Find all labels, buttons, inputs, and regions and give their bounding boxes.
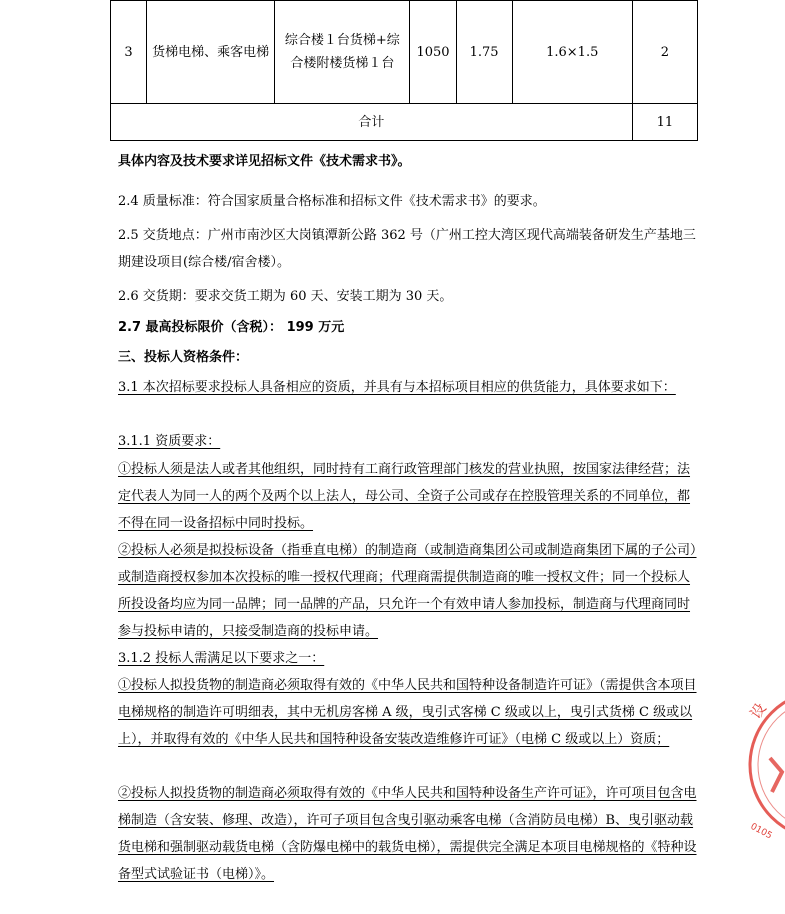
cell-load: 1050 xyxy=(410,1,456,104)
para-requirement-1: ①投标人须是法人或者其他组织，同时持有工商行政管理部门核发的营业执照，按国家法律经营；法定代表人为同一人的两个及两个以上法人，母公司、全资子公司或存在控股管理关系的不同单位，都不得在同一设备招标中同时投标。 xyxy=(118,462,691,531)
para-3-1: 3.1 本次招标要求投标人具备相应的资质，并具有与本招标项目相应的供货能力，具体要求如下： xyxy=(118,380,676,395)
cell-qty: 2 xyxy=(632,1,697,104)
para-requirement-2: ②投标人必须是拟投标设备（指垂直电梯）的制造商（或制造商集团公司或制造商集团下属的子公司）或制造商授权参加本次投标的唯一授权代理商；代理商需提供制造商的唯一授权文件；同一个投标人所投设备均应为同一品牌；同一品牌的产品，只允许一个有效申请人参加投标，制造商与代理商同时参与投标申请的，只接受制造商的投标申请。 xyxy=(118,543,697,639)
para-quality-standard: 2.4 质量标准：符合国家质量合格标准和招标文件《技术需求书》的要求。 xyxy=(118,194,546,209)
total-value: 11 xyxy=(632,104,697,141)
seal-stamp xyxy=(742,680,785,850)
para-option-1: ①投标人拟投货物的制造商必须取得有效的《中华人民共和国特种设备制造许可证》（需提供含本项目电梯规格的制造许可明细表，其中无机房客梯 A 级，曳引式客梯 C 级或以上，曳引式货梯 C 级或以上），并取得有效的《中华人民共和国特种设备安装改造维修许可证》（电梯 C 级或以上）资质； xyxy=(118,678,697,747)
total-label: 合计 xyxy=(111,104,633,141)
seal-digits: 0105 xyxy=(748,821,774,842)
cell-location: 综合楼１台货梯+综合楼附楼货梯１台 xyxy=(275,1,410,104)
cell-size: 1.6×1.5 xyxy=(512,1,632,104)
section-heading-qualifications: 三、投标人资格条件： xyxy=(118,350,249,365)
para-3-1-1: 3.1.1 资质要求： xyxy=(118,434,221,449)
para-max-price: 2.7 最高投标限价（含税）： 199 万元 xyxy=(118,320,345,335)
cell-type: 货梯电梯、乘客电梯 xyxy=(147,1,275,104)
cell-no: 3 xyxy=(111,1,147,104)
table-total-row xyxy=(111,104,698,141)
seal-stamp-graphic xyxy=(742,680,785,850)
para-delivery-location: 2.5 交货地点：广州市南沙区大岗镇潭新公路 362 号（广州工控大湾区现代高端装备研发生产基地三期建设项目(综合楼/宿舍楼）。 xyxy=(118,228,696,270)
para-delivery-period: 2.6 交货期：要求交货工期为 60 天、安装工期为 30 天。 xyxy=(118,289,453,304)
cell-speed: 1.75 xyxy=(456,1,512,104)
elevator-table xyxy=(110,0,698,141)
para-3-1-2: 3.1.2 投标人需满足以下要求之一： xyxy=(118,651,325,666)
para-tech-requirements: 具体内容及技术要求详见招标文件《技术需求书》。 xyxy=(118,154,411,169)
para-option-2: ②投标人拟投货物的制造商必须取得有效的《中华人民共和国特种设备生产许可证》，许可项目包含电梯制造（含安装、修理、改造），许可子项目包含曳引驱动乘客电梯（含消防员电梯）B、曳引驱动载货电梯和强制驱动载货电梯（含防爆电梯中的载货电梯），需提供完全满足本项目电梯规格的《特种设备型式试验证书（电梯）》。 xyxy=(118,786,697,882)
seal-char: 设 xyxy=(746,699,770,723)
table-row xyxy=(111,1,698,104)
